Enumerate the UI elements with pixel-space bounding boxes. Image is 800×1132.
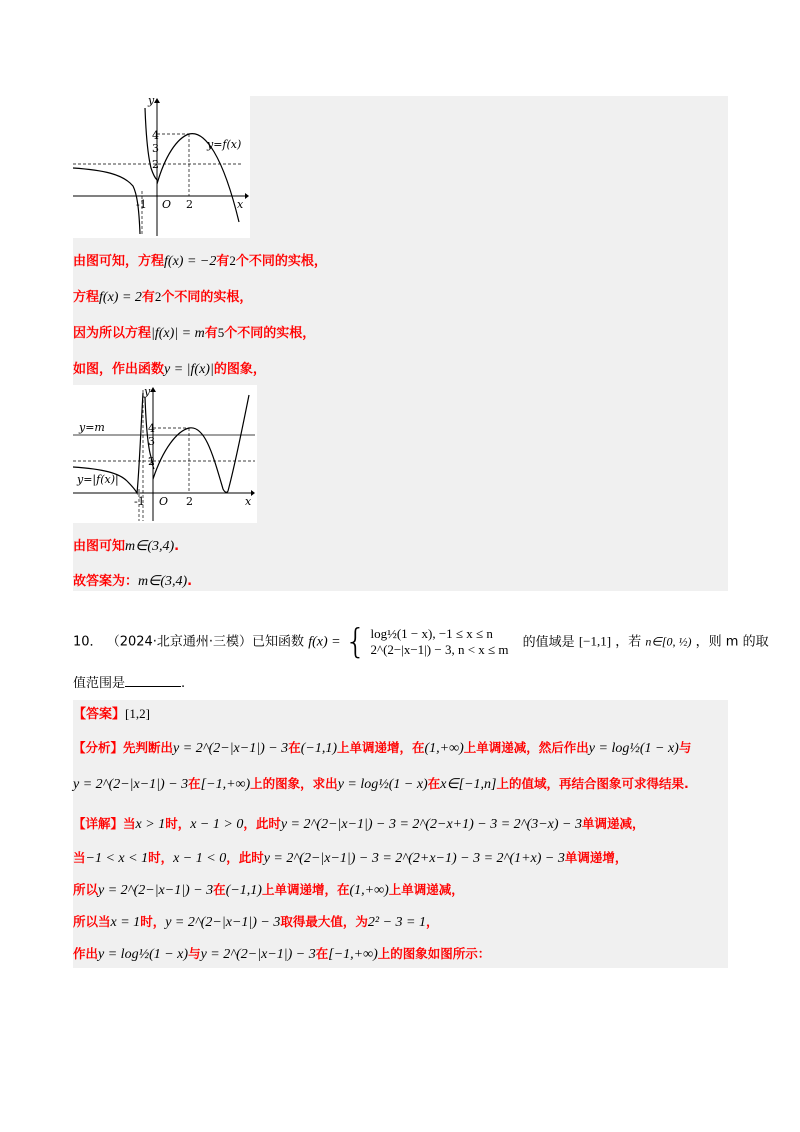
- l5-text-a: 由图可知: [73, 539, 126, 554]
- question-mid: 的值域是: [522, 634, 575, 650]
- d3a: 所以: [73, 882, 99, 897]
- g1-tick-y2: 2: [152, 158, 159, 171]
- d2c: ，此时: [226, 850, 264, 865]
- detail-line-5: [73, 944, 490, 963]
- detail-line-4: [73, 912, 438, 931]
- piecewise-brace: {: [344, 622, 367, 662]
- g2-tick-y3: 3: [148, 435, 155, 448]
- question-fx: f(x) =: [308, 634, 341, 650]
- g2-axis-x-label: x: [245, 495, 252, 508]
- g2-tick-x2: 2: [186, 495, 193, 508]
- detail-line-3: [73, 880, 464, 899]
- question-source: （2024·北京通州·三模）已知函数: [106, 634, 305, 650]
- d4a: 所以当: [73, 914, 111, 929]
- question-line2-text: 值范围是: [73, 676, 126, 691]
- graph-f-svg: [73, 96, 250, 238]
- question-then: ，则 m 的取: [695, 634, 769, 650]
- l2-text-a: 方程: [73, 290, 100, 305]
- an-m8: x∈[−1,n]: [440, 777, 497, 792]
- l1-text-a: 由图可知，方程: [73, 254, 165, 269]
- an-m4: y = log½(1 − x): [588, 741, 679, 756]
- d2a: 当: [73, 850, 86, 865]
- g1-tick-x-neg1: -1: [136, 198, 147, 211]
- l6-math: m∈(3,4): [138, 574, 188, 589]
- text-line-5: [73, 535, 179, 555]
- piece-1: log½(1 − x), −1 ≤ x ≤ n: [370, 626, 493, 641]
- d4c: 取得最大值，为: [280, 914, 368, 929]
- d3m3: (1,+∞): [349, 883, 389, 898]
- d1d: 单调递减，: [582, 816, 645, 831]
- piece-2: 2^(2−|x−1|) − 3, n < x ≤ m: [370, 642, 509, 657]
- an-a4: 上单调递减，然后作出: [463, 740, 589, 755]
- l2-math: f(x) = 2: [99, 290, 142, 305]
- an-a3: 上单调递增，在: [336, 740, 425, 755]
- answer-blank: [125, 686, 181, 687]
- answer-value: [1,2]: [125, 706, 150, 721]
- g1-tick-y3: 3: [152, 142, 159, 155]
- d5a: 作出: [73, 946, 99, 961]
- d5m: y = log½(1 − x): [98, 947, 189, 962]
- text-line-2: [73, 286, 252, 306]
- answer-line: [73, 703, 150, 722]
- d4m2: y = 2^(2−|x−1|) − 3: [165, 915, 281, 930]
- d2m2: x − 1 < 0: [173, 851, 227, 866]
- question-range: [−1,1]: [578, 633, 612, 649]
- g2-tick-x-neg1: -1: [134, 495, 145, 508]
- d3b: 在: [213, 882, 226, 897]
- text-line-1: [73, 250, 327, 270]
- an-m7: y = log½(1 − x): [337, 777, 428, 792]
- g1-curve-label: y=f(x): [207, 138, 242, 151]
- detail-label: 【详解】: [73, 816, 124, 831]
- g1-axis-x-label: x: [237, 198, 244, 211]
- an-a6: 在: [188, 776, 201, 791]
- l6-text-a: 故答案为：: [73, 574, 139, 589]
- d5d: 上的图象如图所示：: [377, 946, 491, 961]
- d5m3: [−1,+∞): [328, 947, 378, 962]
- d1m: x > 1: [135, 817, 166, 832]
- question-line-2: [73, 672, 185, 691]
- answer-label: 【答案】: [73, 707, 126, 722]
- d1a: 当: [123, 816, 136, 831]
- an-a7: 上的图象，求出: [250, 776, 338, 791]
- analysis-line-2: [73, 774, 689, 793]
- l2-text-b: 有: [141, 290, 155, 305]
- d2m3: y = 2^(2−|x−1|) − 3 = 2^(2+x−1) − 3 = 2^(1+x) − 3: [263, 851, 565, 866]
- question-10: [73, 622, 769, 662]
- g2-tick-y4: 4: [148, 422, 155, 435]
- g2-origin: O: [159, 495, 169, 508]
- l1-math: f(x) = −2: [164, 254, 217, 269]
- d1c: ，此时: [243, 816, 281, 831]
- l6-text-b: .: [187, 574, 193, 589]
- g1-tick-x2: 2: [186, 198, 193, 211]
- l3-num: 5: [217, 325, 225, 340]
- graph-f: [73, 96, 250, 238]
- d2d: 单调递增，: [564, 850, 628, 865]
- d3c: 上单调递增，在: [261, 882, 350, 897]
- l4-text-b: 的图象，: [213, 362, 266, 377]
- question-number: 10．: [73, 634, 103, 650]
- d4b: 时，: [140, 914, 166, 929]
- l1-num: 2: [229, 253, 236, 268]
- l3-math: |f(x)| = m: [151, 326, 205, 341]
- question-if: ，若: [615, 634, 642, 650]
- g1-tick-y4: 4: [152, 129, 159, 142]
- d1m3: y = 2^(2−|x−1|) − 3 = 2^(2−x+1) − 3 = 2^(3−x) − 3: [280, 817, 583, 832]
- l5-text-b: .: [174, 539, 180, 554]
- an-m6: [−1,+∞): [200, 777, 251, 792]
- l1-text-b: 有: [216, 254, 230, 269]
- l1-text-c: 个不同的实根，: [235, 254, 327, 269]
- d2m: −1 < x < 1: [85, 851, 149, 866]
- l4-text-a: 如图，作出函数: [73, 362, 165, 377]
- l3-text-a: 因为所以方程: [73, 326, 152, 341]
- question-cond: n∈[0, ½): [645, 634, 692, 649]
- d3m2: (−1,1): [225, 883, 262, 898]
- graph-abs-f-svg: [73, 385, 257, 523]
- l4-math: y = |f(x)|: [164, 362, 214, 377]
- l3-text-b: 有: [204, 326, 218, 341]
- d4m3: 2² − 3 = 1: [367, 915, 426, 930]
- analysis-line-1: [73, 738, 691, 757]
- an-a5: 与: [678, 740, 692, 755]
- l2-text-c: 个不同的实根，: [161, 290, 253, 305]
- d2b: 时，: [148, 850, 174, 865]
- d5m2: y = 2^(2−|x−1|) − 3: [200, 947, 316, 962]
- d5b: 与: [188, 946, 201, 961]
- l2-num: 2: [154, 289, 162, 304]
- an-m1: y = 2^(2−|x−1|) − 3: [173, 741, 289, 756]
- an-a9: 上的值域，再结合图象可求得结果.: [496, 776, 689, 791]
- g2-axis-y-label: y: [144, 385, 151, 398]
- piecewise-pieces: [370, 626, 508, 658]
- d4d: ，: [425, 914, 439, 929]
- graph-abs-f: [73, 385, 257, 523]
- analysis-label: 【分析】: [73, 740, 124, 755]
- an-m5: y = 2^(2−|x−1|) − 3: [73, 777, 189, 792]
- an-a2: 在: [288, 740, 301, 755]
- g2-tick-y2: 2: [148, 455, 155, 468]
- g2-label-yf: y=|f(x)|: [77, 473, 119, 486]
- an-m3: (1,+∞): [424, 741, 464, 756]
- d5c: 在: [315, 946, 329, 961]
- an-m2: (−1,1): [300, 741, 337, 756]
- g2-label-ym: y=m: [79, 421, 105, 434]
- g1-origin: O: [162, 198, 172, 211]
- an-a8: 在: [427, 776, 441, 791]
- detail-line-1: [73, 814, 645, 833]
- an-a1: 先判断出: [123, 740, 174, 755]
- text-line-6: [73, 570, 192, 590]
- detail-line-2: [73, 848, 627, 867]
- l3-text-c: 个不同的实根，: [224, 326, 316, 341]
- d4m: x = 1: [110, 915, 141, 930]
- g1-axis-y-label: y: [148, 96, 155, 107]
- text-line-3: [73, 322, 315, 342]
- l5-math: m∈(3,4): [125, 539, 175, 554]
- question-end: .: [181, 676, 186, 691]
- d1m2: x − 1 > 0: [190, 817, 244, 832]
- d3m: y = 2^(2−|x−1|) − 3: [98, 883, 214, 898]
- d3d: 上单调递减，: [388, 882, 464, 897]
- d1b: 时，: [165, 816, 191, 831]
- text-line-4: [73, 358, 266, 378]
